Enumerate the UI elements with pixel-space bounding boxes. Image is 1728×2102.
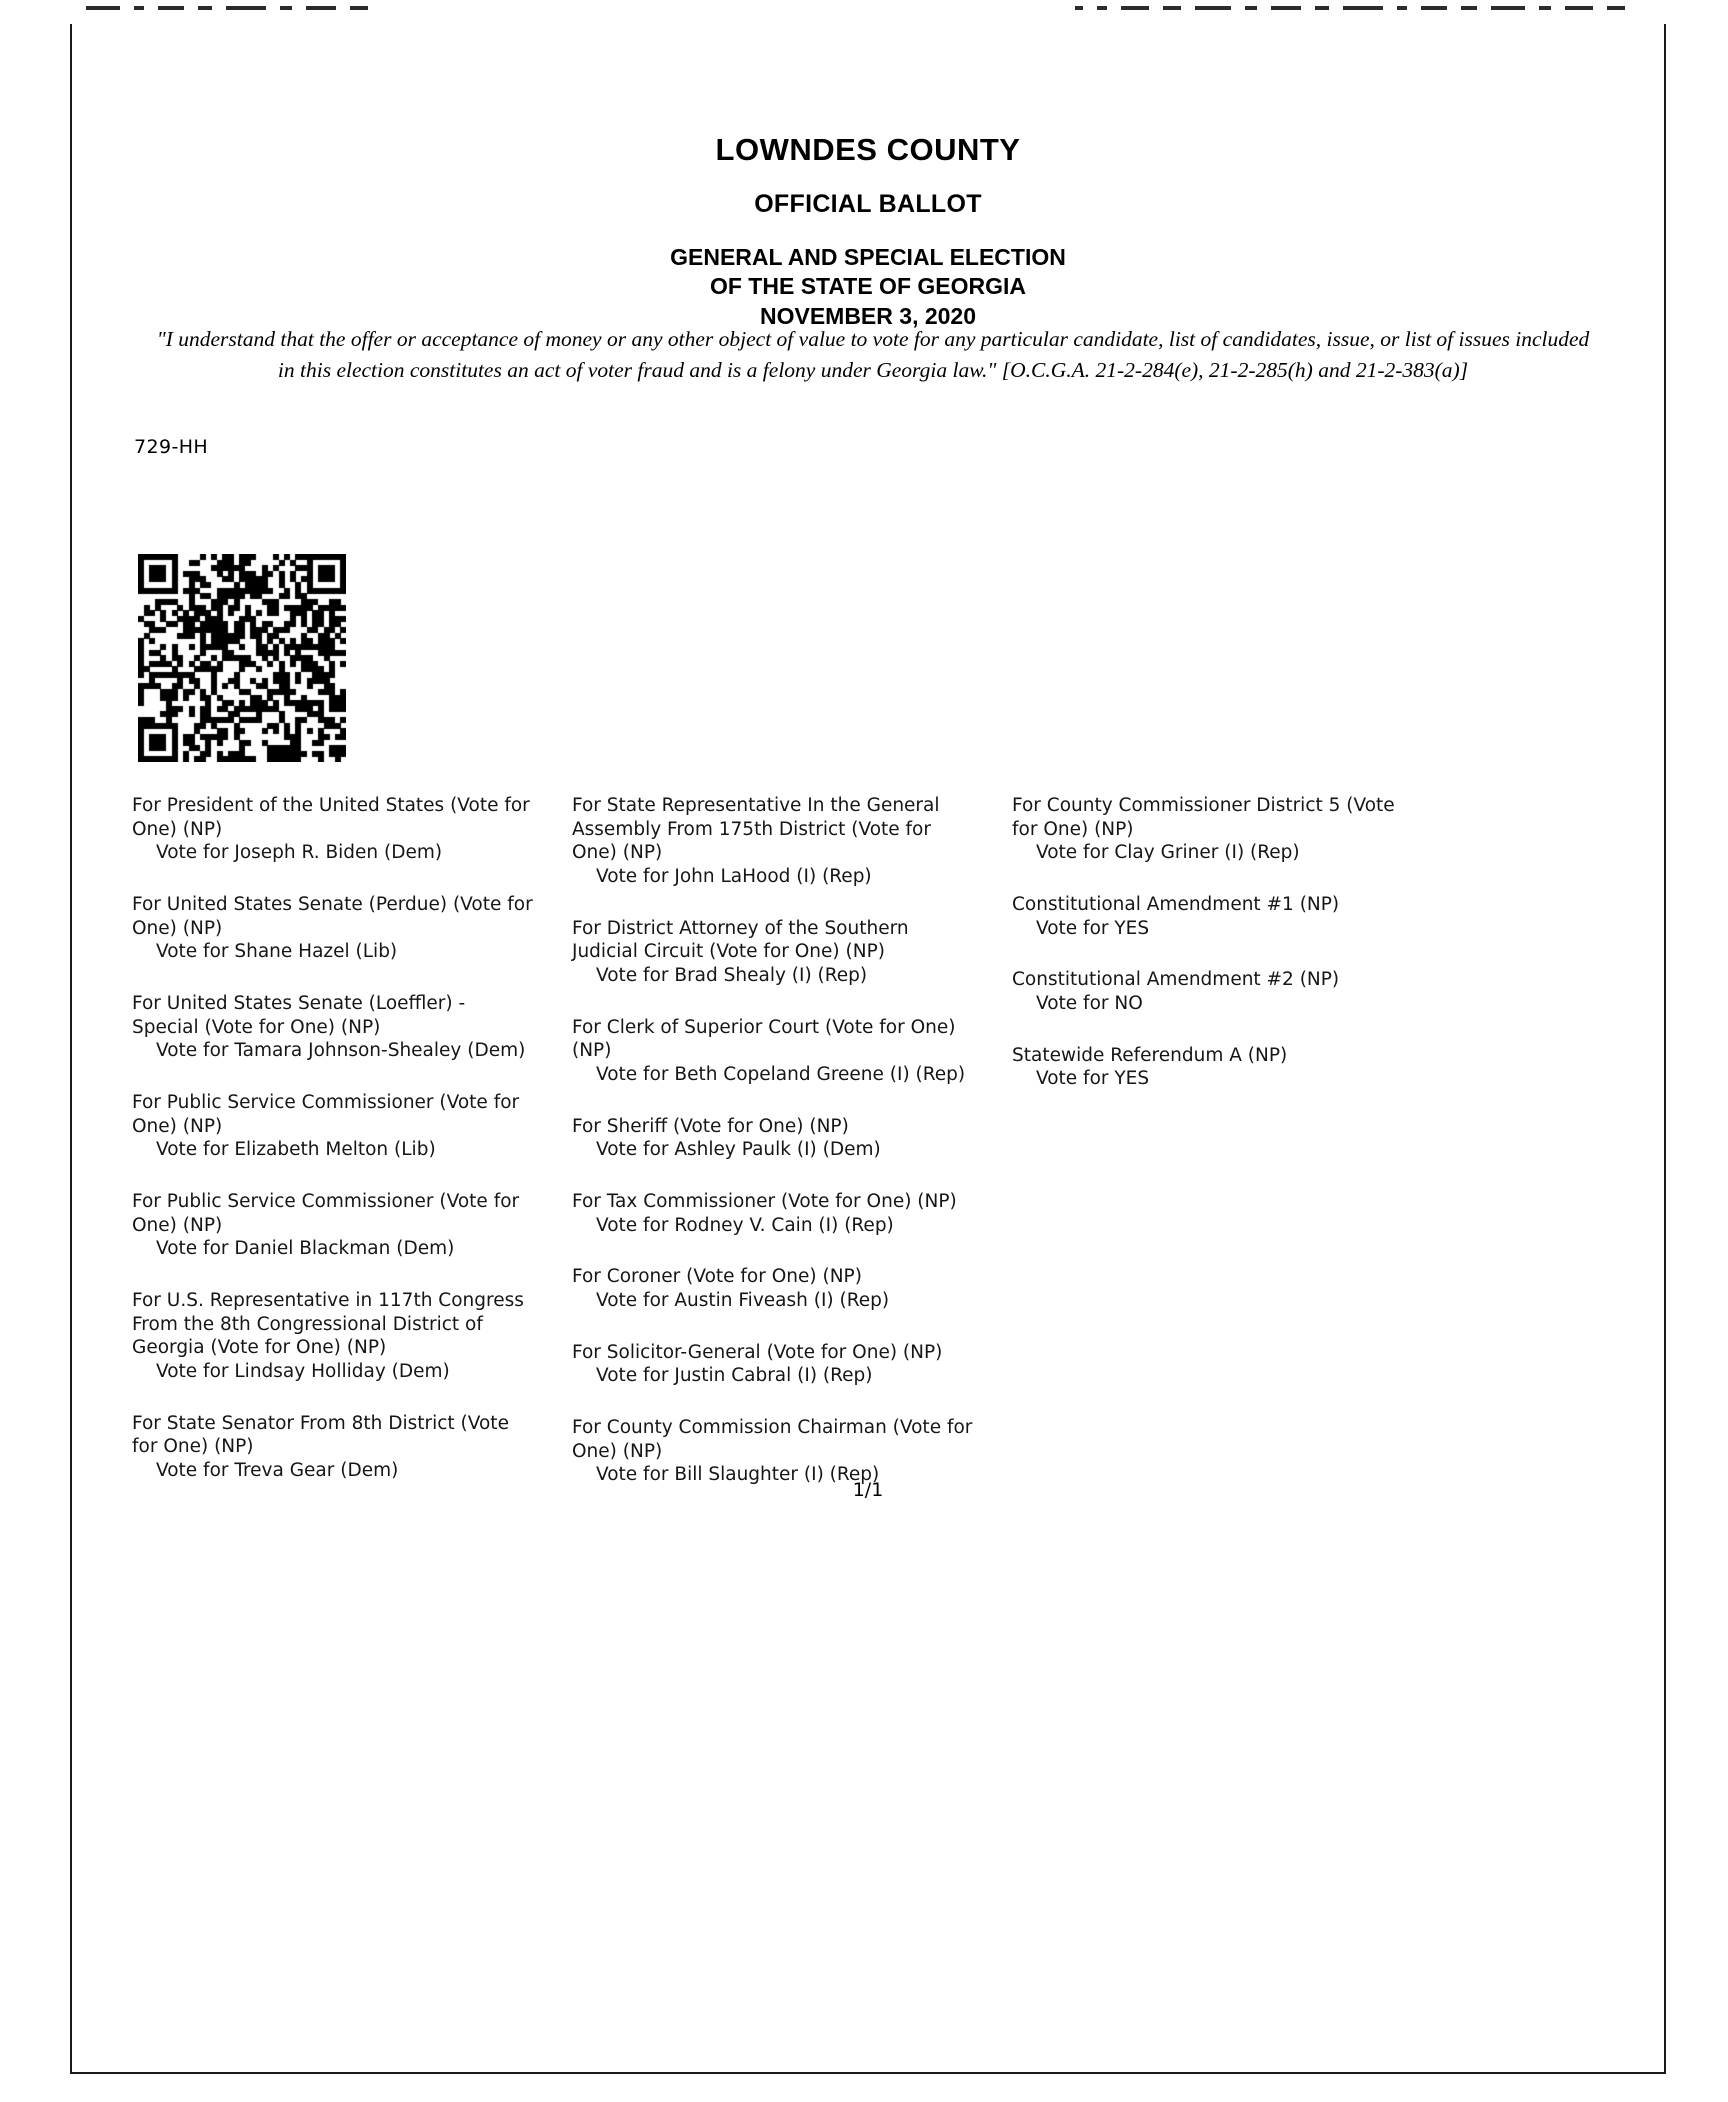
scan-mark bbox=[158, 6, 184, 10]
contest-block bbox=[132, 1289, 537, 1384]
contest-block bbox=[572, 794, 977, 889]
contest-block bbox=[1012, 1044, 1417, 1091]
election-heading-line-3: NOVEMBER 3, 2020 bbox=[759, 302, 977, 329]
scan-mark bbox=[1195, 6, 1231, 10]
contest-title: Constitutional Amendment #2 (NP) bbox=[1012, 969, 1340, 991]
scan-mark bbox=[1121, 6, 1149, 10]
contest-title: For Tax Commissioner (Vote for One) (NP) bbox=[572, 1191, 957, 1213]
contest-title: For Solicitor-General (Vote for One) (NP) bbox=[572, 1341, 943, 1363]
official-ballot-label: OFFICIAL BALLOT bbox=[754, 190, 982, 218]
contest-title: Constitutional Amendment #1 (NP) bbox=[1012, 894, 1340, 916]
contest-title: For State Senator From 8th District (Vote for One) (NP) bbox=[132, 1412, 509, 1458]
contest-title: For Public Service Commissioner (Vote for One) (NP) bbox=[132, 1191, 520, 1236]
election-heading-line-2: OF THE STATE OF GEORGIA bbox=[709, 273, 1027, 300]
contest-title: For Sheriff (Vote for One) (NP) bbox=[572, 1115, 849, 1137]
contest-title: For State Representative In the General Assembly From 175th District (Vote for One) (NP) bbox=[572, 795, 940, 864]
contest-selection: Vote for Ashley Paulk (I) (Dem) bbox=[596, 1139, 881, 1161]
contest-title: For U.S. Representative in 117th Congress From the 8th Congressional District of Georgia (Vote for One) (NP) bbox=[132, 1290, 524, 1359]
scan-mark bbox=[1343, 6, 1383, 10]
contest-title: For District Attorney of the Southern Judicial Circuit (Vote for One) (NP) bbox=[572, 917, 909, 963]
voter-fraud-oath-text: "I understand that the offer or acceptance of money or any other object of value to vote for any particular candidate, list of candidates, issue, or list of issues included in this election constitutes an act of voter fraud and is a felony under Georgia law." [O.C.G.A. 21-2-284(e), 21-2-285(h) and 21-2-383(a)] bbox=[156, 327, 1590, 382]
contest-selection: Vote for Joseph R. Biden (Dem) bbox=[156, 842, 443, 864]
scan-mark bbox=[1097, 6, 1107, 10]
contest-column bbox=[1012, 794, 1417, 1515]
contest-block bbox=[132, 992, 537, 1063]
election-heading-line-1: GENERAL AND SPECIAL ELECTION bbox=[670, 244, 1066, 270]
contest-block bbox=[132, 1190, 537, 1261]
contest-selection: Vote for Elizabeth Melton (Lib) bbox=[156, 1139, 436, 1161]
contest-selection: Vote for Treva Gear (Dem) bbox=[156, 1460, 399, 1482]
contest-block bbox=[572, 917, 977, 988]
contest-selection: Vote for NO bbox=[1036, 993, 1143, 1015]
scan-mark bbox=[86, 6, 120, 10]
scan-mark bbox=[1461, 6, 1477, 10]
contest-block bbox=[572, 1265, 977, 1312]
contest-block bbox=[572, 1416, 977, 1487]
contest-title: For Clerk of Superior Court (Vote for One) (NP) bbox=[572, 1016, 956, 1062]
ballot-sheet bbox=[70, 24, 1666, 2074]
contest-title: For County Commissioner District 5 (Vote for One) (NP) bbox=[1012, 795, 1395, 840]
contest-block bbox=[1012, 893, 1417, 940]
contest-title: For President of the United States (Vote for One) (NP) bbox=[132, 795, 530, 840]
ballot-header bbox=[72, 132, 1664, 331]
contest-block bbox=[132, 1091, 537, 1162]
contest-selection: Vote for Lindsay Holliday (Dem) bbox=[156, 1361, 450, 1383]
contest-block bbox=[1012, 794, 1417, 865]
scan-mark bbox=[1539, 6, 1551, 10]
scan-mark bbox=[1245, 6, 1257, 10]
contest-title: Statewide Referendum A (NP) bbox=[1012, 1044, 1288, 1066]
page-title: LOWNDES COUNTY bbox=[715, 132, 1021, 167]
contest-block bbox=[572, 1016, 977, 1087]
scan-mark bbox=[350, 6, 368, 10]
contest-selection: Vote for Justin Cabral (I) (Rep) bbox=[596, 1365, 873, 1387]
contest-block bbox=[132, 1412, 537, 1483]
contest-block bbox=[132, 893, 537, 964]
scan-edge-marks bbox=[0, 6, 1728, 20]
contest-selection: Vote for Shane Hazel (Lib) bbox=[156, 941, 398, 963]
scan-mark bbox=[1315, 6, 1329, 10]
scan-mark bbox=[1421, 6, 1447, 10]
scan-mark bbox=[1607, 6, 1625, 10]
scan-mark bbox=[1491, 6, 1525, 10]
contest-block bbox=[132, 794, 537, 865]
contest-selection: Vote for Tamara Johnson-Shealey (Dem) bbox=[156, 1040, 526, 1062]
contest-title: For County Commission Chairman (Vote for One) (NP) bbox=[572, 1417, 973, 1462]
contest-title: For United States Senate (Loeffler) - Special (Vote for One) (NP) bbox=[132, 993, 466, 1038]
ballot-style-id: 729-HH bbox=[134, 436, 209, 458]
contest-selection: Vote for YES bbox=[1036, 1068, 1150, 1090]
scan-mark bbox=[280, 6, 292, 10]
contest-block bbox=[572, 1190, 977, 1237]
contest-columns bbox=[132, 794, 1612, 1515]
contest-title: For United States Senate (Perdue) (Vote for One) (NP) bbox=[132, 894, 533, 939]
contest-selection: Vote for YES bbox=[1036, 917, 1150, 939]
contest-title: For Coroner (Vote for One) (NP) bbox=[572, 1266, 862, 1288]
scan-mark bbox=[1565, 6, 1593, 10]
contest-selection: Vote for Brad Shealy (I) (Rep) bbox=[596, 965, 868, 987]
ballot-qr-code bbox=[138, 554, 346, 762]
contest-selection: Vote for Clay Griner (I) (Rep) bbox=[1036, 842, 1300, 864]
contest-block bbox=[1012, 968, 1417, 1015]
scan-mark bbox=[198, 6, 212, 10]
scan-mark bbox=[306, 6, 336, 10]
contest-block bbox=[572, 1341, 977, 1388]
scan-mark bbox=[1271, 6, 1301, 10]
scan-mark bbox=[1075, 6, 1083, 10]
contest-selection: Vote for Daniel Blackman (Dem) bbox=[156, 1238, 455, 1260]
page-number: 1/1 bbox=[852, 1479, 884, 1501]
contest-column bbox=[132, 794, 537, 1515]
scan-mark bbox=[134, 6, 144, 10]
contest-selection: Vote for Rodney V. Cain (I) (Rep) bbox=[596, 1214, 894, 1236]
scan-mark bbox=[1397, 6, 1407, 10]
contest-column bbox=[572, 794, 977, 1515]
contest-block bbox=[572, 1115, 977, 1162]
scan-mark bbox=[1163, 6, 1181, 10]
contest-title: For Public Service Commissioner (Vote for One) (NP) bbox=[132, 1092, 520, 1137]
contest-selection: Vote for Bill Slaughter (I) (Rep) bbox=[596, 1464, 880, 1486]
contest-selection: Vote for Beth Copeland Greene (I) (Rep) bbox=[596, 1064, 966, 1086]
contest-selection: Vote for Austin Fiveash (I) (Rep) bbox=[596, 1290, 890, 1312]
contest-selection: Vote for John LaHood (I) (Rep) bbox=[596, 866, 872, 888]
scan-mark bbox=[226, 6, 266, 10]
election-heading bbox=[72, 243, 1664, 331]
